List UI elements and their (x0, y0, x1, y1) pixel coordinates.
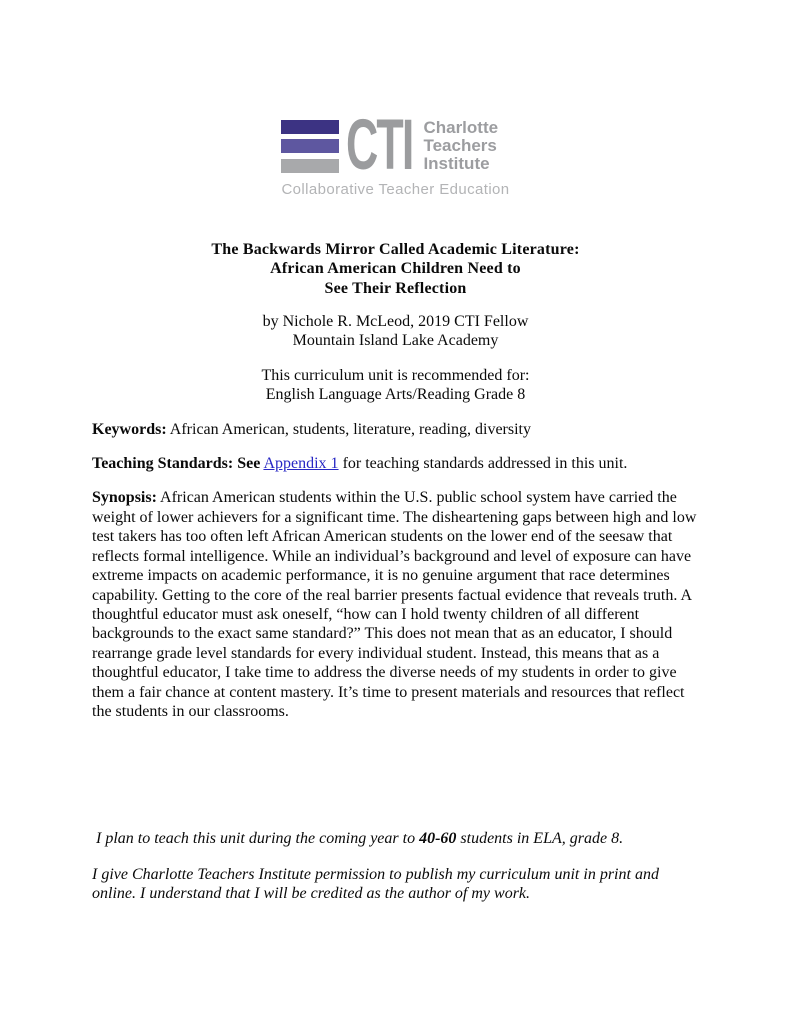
logo-org-line: Teachers (423, 136, 497, 156)
logo-org-line: Institute (423, 154, 490, 174)
teaching-standards-text: for teaching standards addressed in this unit. (342, 455, 628, 473)
title-line-3: See Their Reflection (324, 279, 467, 297)
permission-statement: I give Charlotte Teachers Institute permission to publish my curriculum unit in print and online. I understand that I will be credited as the author of my work. (92, 865, 659, 903)
document-content (0, 240, 791, 904)
cti-logo-row (281, 106, 499, 185)
byline-block (92, 312, 699, 351)
school-name: Mountain Island Lake Academy (292, 332, 499, 350)
cti-logo (281, 106, 510, 200)
plan-student-range: 40-60 (419, 830, 457, 848)
keywords-label: Keywords: (92, 420, 167, 438)
logo-tagline: Collaborative Teacher Education (281, 181, 510, 199)
logo-cti-wrap (346, 106, 418, 185)
logo-bars-icon (281, 120, 339, 173)
keywords-line (92, 420, 699, 439)
keywords-value: African American, students, literature, reading, diversity (169, 420, 531, 438)
plan-text-pre: I plan to teach this unit during the coming year to (92, 830, 420, 848)
recommended-intro: This curriculum unit is recommended for: (261, 366, 530, 384)
logo-org-line: Charlotte (423, 117, 499, 137)
logo-cti-text: CTI (346, 106, 413, 185)
author-byline: by Nichole R. McLeod, 2019 CTI Fellow (262, 313, 529, 331)
recommended-course: English Language Arts/Reading Grade 8 (265, 386, 526, 404)
document-title (92, 240, 699, 298)
recommended-block (92, 366, 699, 405)
logo-bar-top (281, 120, 339, 134)
logo-org-name (423, 119, 498, 174)
plan-statement (92, 829, 699, 848)
synopsis-paragraph (92, 488, 699, 721)
appendix-link[interactable]: Appendix 1 (263, 455, 339, 473)
teaching-standards-line (92, 454, 699, 473)
plan-text-post: students in ELA, grade 8. (456, 830, 624, 848)
title-line-2: African American Children Need to (270, 260, 521, 278)
synopsis-label: Synopsis: (92, 489, 157, 507)
logo-bar-middle (281, 139, 339, 153)
title-line-1: The Backwards Mirror Called Academic Literature: (211, 240, 580, 258)
synopsis-text: African American students within the U.S. public school system have carried the weight of lower achievers for a significant time. The disheartening gaps between high and low test takers has too often left African American students on the lower end of the seesaw that reflects formal intelligence. While an individual’s background and level of exposure can have extreme impacts on academic performance, it is no genuine argument that race determines capability. Getting to the core of the real barrier presents factual evidence that reveals truth. A thoughtful educator must ask oneself, “how can I hold twenty children of all different backgrounds to the exact same standard?” This does not mean that as an educator, I should rearrange grade level standards for every individual student. Instead, this means that as a thoughtful educator, I take time to address the diverse needs of my students in order to give them a fair chance at content mastery. It’s time to present materials and resources that reflect the students in our classrooms. (92, 489, 697, 720)
logo-bar-bottom (281, 159, 339, 173)
teaching-standards-label: Teaching Standards: See (92, 455, 261, 473)
